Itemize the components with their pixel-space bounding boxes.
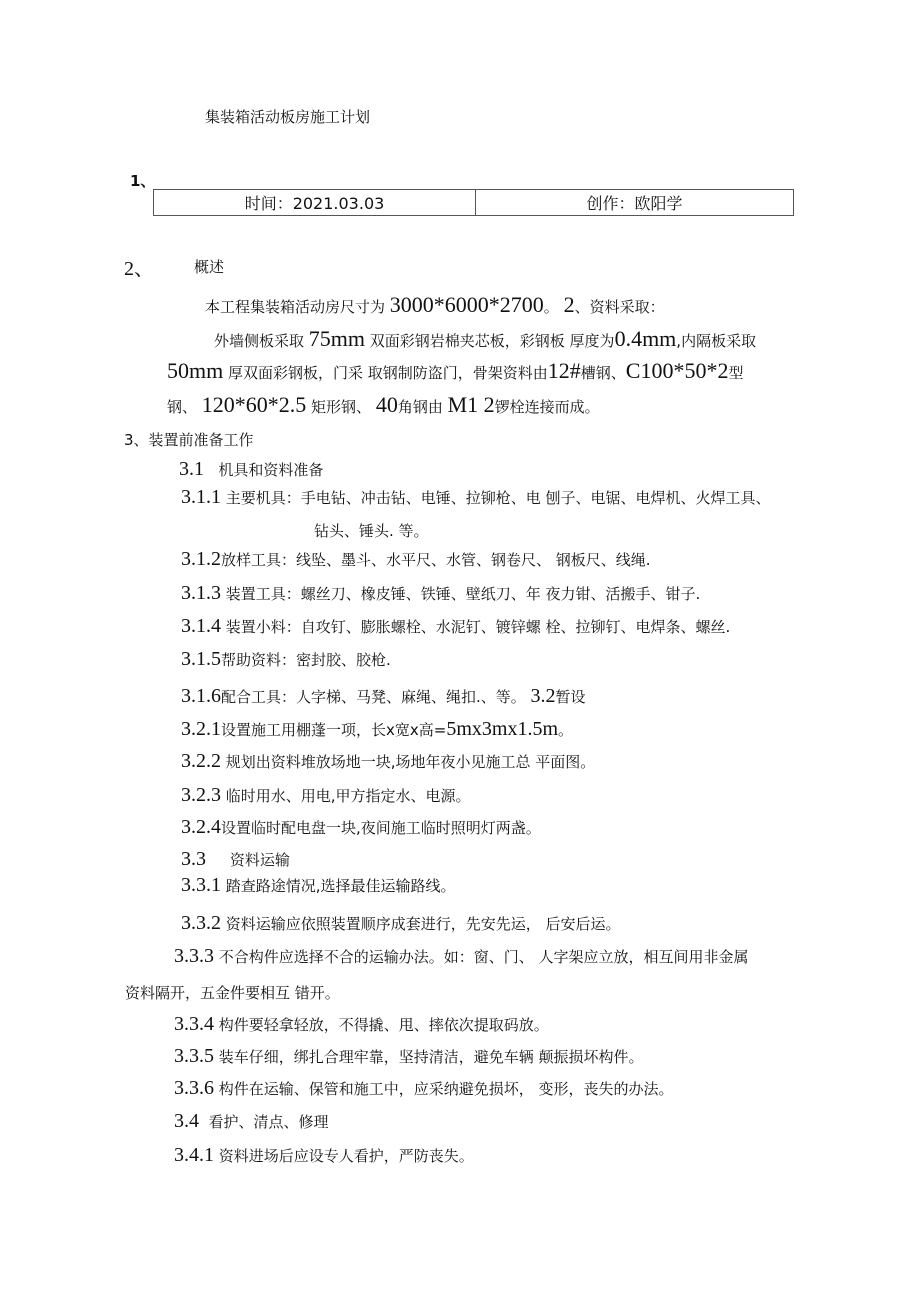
item-3-2-3: 3.2.3 临时用水、用电,甲方指定水、电源。 (181, 784, 471, 806)
item-3-1-6: 3.1.6配合工具：人字梯、马凳、麻绳、绳扣.、等。 3.2暂设 (181, 685, 586, 707)
info-table (153, 189, 794, 216)
item-3-1-3: 3.1.3 装置工具：螺丝刀、橡皮锤、铁锤、壁纸刀、年 夜力钳、活搬手、钳子. (181, 582, 701, 604)
item-3-3-5: 3.3.5 装车仔细，绑扎合理牢靠，坚持清洁，避免车辆 颠振损坏构件。 (174, 1045, 644, 1067)
item-3-2-1: 3.2.1设置施工用棚蓬一项，长x宽x高=5mx3mx1.5m。 (181, 718, 574, 740)
item-3-1-2: 3.1.2放样工具：线坠、墨斗、水平尺、水管、钢卷尺、 钢板尺、线绳. (181, 548, 651, 570)
item-3-1-1: 3.1.1 主要机具：手电钻、冲击钻、电锤、拉铆枪、电 刨子、电锯、电焊机、火焊工具、 (181, 486, 771, 508)
item-3-3-3-cont: 资料隔开，五金件要相互 错开。 (125, 984, 340, 1002)
item-3-1-4: 3.1.4 装置小料：自攻钉、膨胀螺栓、水泥钉、镀锌螺 栓、拉铆钉、电焊条、螺丝. (181, 615, 731, 637)
overview-line-2: 外墙侧板采取 75mm 双面彩钢岩棉夹芯板，彩钢板 厚度为0.4mm,内隔板采取 (214, 326, 757, 351)
item-3-3-1: 3.3.1 踏查路途情况,选择最佳运输路线。 (181, 874, 456, 896)
section-2-heading: 概述 (194, 258, 225, 276)
item-3-4: 3.4 看护、清点、修理 (174, 1110, 329, 1132)
section-2-number: 2、 (124, 258, 154, 280)
section-1-number: 1、 (130, 172, 156, 190)
item-3-2-2: 3.2.2 规划出资料堆放场地一块,场地年夜小见施工总 平面图。 (181, 750, 596, 772)
author-cell: 创作：欧阳学 (476, 190, 794, 216)
item-3-3-3: 3.3.3 不合构件应选择不合的运输办法。如：窗、门、 人字架应立放，相互间用非金属 (174, 945, 749, 967)
item-3-2-4: 3.2.4设置临时配电盘一块,夜间施工临时照明灯两盏。 (181, 816, 541, 838)
overview-line-4: 钢、 120*60*2.5 矩形钢、 40角钢由 M1 2锣栓连接而成。 (167, 392, 600, 417)
item-3-3-6: 3.3.6 构件在运输、保管和施工中，应采纳避免损坏， 变形，丧失的办法。 (174, 1077, 674, 1099)
time-cell: 时间：2021.03.03 (154, 190, 476, 216)
item-3-4-1: 3.4.1 资料进场后应设专人看护，严防丧失。 (174, 1144, 474, 1166)
item-3-3-4: 3.3.4 构件要轻拿轻放，不得撬、甩、摔依次提取码放。 (174, 1013, 549, 1035)
document-title: 集装箱活动板房施工计划 (205, 108, 371, 126)
overview-line-1: 本工程集装箱活动房尺寸为 3000*6000*2700。 2、资料采取： (205, 292, 665, 317)
overview-line-3: 50mm 厚双面彩钢板，门采 取钢制防盗门，骨架资料由12#槽钢、C100*50*2型 (167, 358, 744, 383)
section-3-heading: 3、装置前准备工作 (124, 431, 254, 449)
item-3-3-2: 3.3.2 资料运输应依照装置顺序成套进行，先安先运， 后安后运。 (181, 912, 621, 934)
item-3-1-1-cont: 钻头、锤头. 等。 (314, 522, 429, 540)
item-3-1-5: 3.1.5帮助资料：密封胶、胶枪. (181, 648, 391, 670)
item-3-1: 3.1 机具和资料准备 (179, 458, 324, 480)
item-3-3: 3.3 资料运输 (181, 848, 290, 870)
